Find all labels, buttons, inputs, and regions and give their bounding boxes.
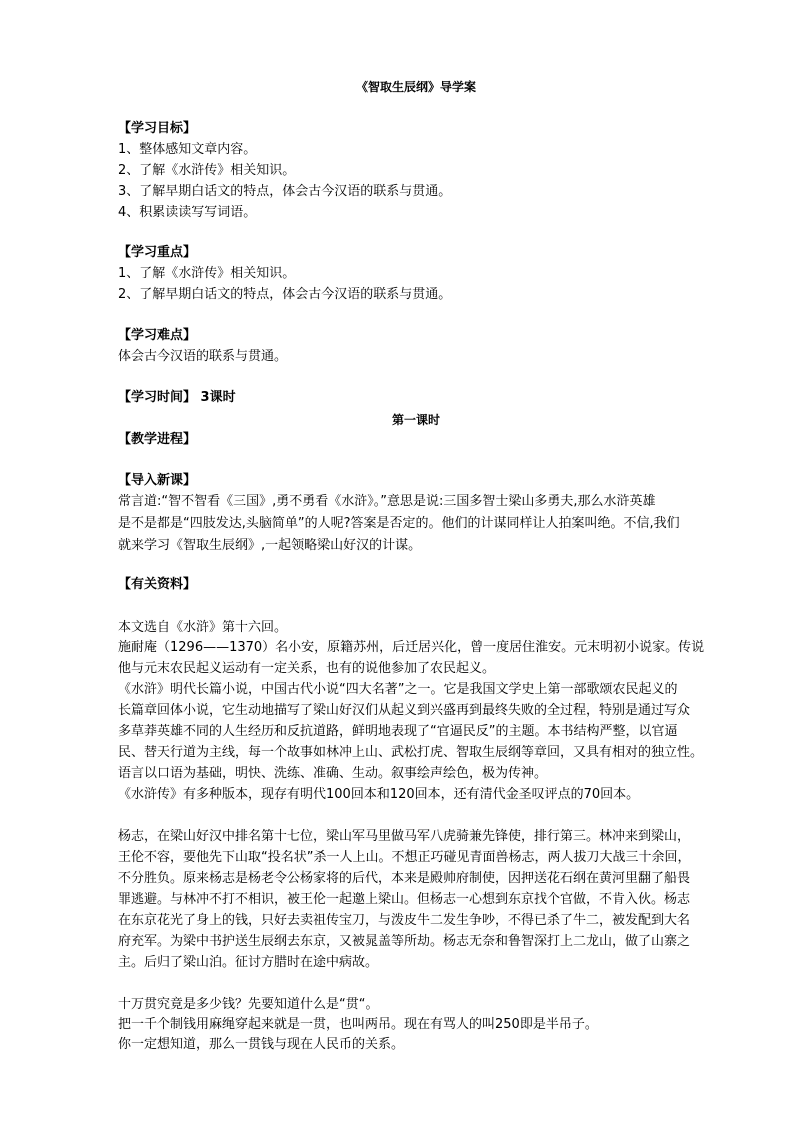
key-point-item: 1、了解《水浒传》相关知识。 — [118, 266, 296, 281]
materials-heading: 【有关资料】 — [118, 577, 197, 592]
yangzhi-line: 主。后归了梁山泊。征讨方腊时在途中病故。 — [118, 955, 379, 970]
materials-line: 长篇章回体小说，它生动地描写了梁山好汉们从起义到兴盛再到最终失败的全过程，特别是通过写众 — [118, 703, 691, 718]
objectives-heading: 【学习目标】 — [118, 121, 197, 136]
guan-line: 你一定想知道，那么一贯钱与现在人民币的关系。 — [118, 1037, 405, 1052]
intro-line: 是不是都是“四肢发达,头脑简单”的人呢?答案是否定的。他们的计谋同样让人拍案叫绝。不信,我们 — [118, 516, 680, 531]
lesson-one-title: 第一课时 — [391, 413, 440, 427]
materials-line: 多草莽英雄不同的人生经历和反抗道路，鲜明地表现了“官逼民反”的主题。本书结构严整，以官逼 — [118, 724, 678, 739]
yangzhi-line: 在东京花光了身上的钱，只好去卖祖传宝刀，与泼皮牛二发生争吵，不得已杀了牛二，被发配到大名 — [118, 913, 691, 928]
difficulty-text: 体会古今汉语的联系与贯通。 — [118, 349, 288, 364]
time-heading: 【学习时间】 3课时 — [118, 390, 236, 405]
guan-line: 把一千个制钱用麻绳穿起来就是一贯，也叫两吊。现在有骂人的叫250即是半吊子。 — [118, 1017, 598, 1032]
materials-line: 施耐庵（1296——1370）名小安，原籍苏州，后迁居兴化，曾一度居住淮安。元末明初小说家。传说 — [118, 640, 705, 655]
yangzhi-line: 府充军。为梁中书护送生辰纲去东京，又被晁盖等所劫。杨志无奈和鲁智深打上二龙山，做了山寨之 — [118, 934, 691, 949]
intro-line: 就来学习《智取生辰纲》,一起领略梁山好汉的计谋。 — [118, 538, 422, 553]
objective-item: 2、了解《水浒传》相关知识。 — [118, 163, 296, 178]
key-points-heading: 【学习重点】 — [118, 245, 197, 260]
materials-line: 《水浒》明代长篇小说，中国古代小说“四大名著”之一。它是我国文学史上第一部歌颂农民起义的 — [118, 682, 678, 697]
materials-line: 《水浒传》有多种版本，现存有明代100回本和120回本，还有清代金圣叹评点的70回本。 — [118, 787, 640, 802]
yangzhi-line: 罪逃避。与林冲不打不相识，被王伦一起邀上梁山。但杨志一心想到东京找个官做，不肯入伙。杨志 — [118, 892, 691, 907]
document-title: 《智取生辰纲》导学案 — [355, 80, 476, 94]
materials-line: 本文选自《水浒》第十六回。 — [118, 620, 288, 635]
yangzhi-line: 王伦不容，要他先下山取“投名状”杀一人上山。不想正巧碰见青面兽杨志，两人拔刀大战三十余回， — [118, 850, 691, 865]
process-heading: 【教学进程】 — [118, 432, 197, 447]
materials-line: 他与元末农民起义运动有一定关系，也有的说他参加了农民起义。 — [118, 661, 496, 676]
yangzhi-line: 不分胜负。原来杨志是杨老令公杨家将的后代，本来是殿帅府制使，因押送花石纲在黄河里翻了船畏 — [118, 871, 691, 886]
guan-line: 十万贯究竟是多少钱？先要知道什么是“贯“。 — [118, 997, 379, 1012]
materials-line: 民、替天行道为主线，每一个故事如林冲上山、武松打虎、智取生辰纲等章回，又具有相对的独立性。 — [118, 745, 704, 760]
objective-item: 3、了解早期白话文的特点，体会古今汉语的联系与贯通。 — [118, 184, 452, 199]
objective-item: 4、积累读读写写词语。 — [118, 205, 257, 220]
intro-heading: 【导入新课】 — [118, 473, 197, 488]
yangzhi-line: 杨志，在梁山好汉中排名第十七位，梁山军马里做马军八虎骑兼先锋使，排行第三。林冲来到梁山， — [118, 829, 691, 844]
key-point-item: 2、了解早期白话文的特点，体会古今汉语的联系与贯通。 — [118, 287, 452, 302]
intro-line: 常言道:“智不智看《三国》,勇不勇看《水浒》。”意思是说:三国多智士梁山多勇夫,那么水浒英雄 — [118, 494, 656, 509]
difficulty-heading: 【学习难点】 — [118, 328, 197, 343]
materials-line: 语言以口语为基础，明快、洗练、准确、生动。叙事绘声绘色，极为传神。 — [118, 766, 548, 781]
objective-item: 1、整体感知文章内容。 — [118, 142, 257, 157]
